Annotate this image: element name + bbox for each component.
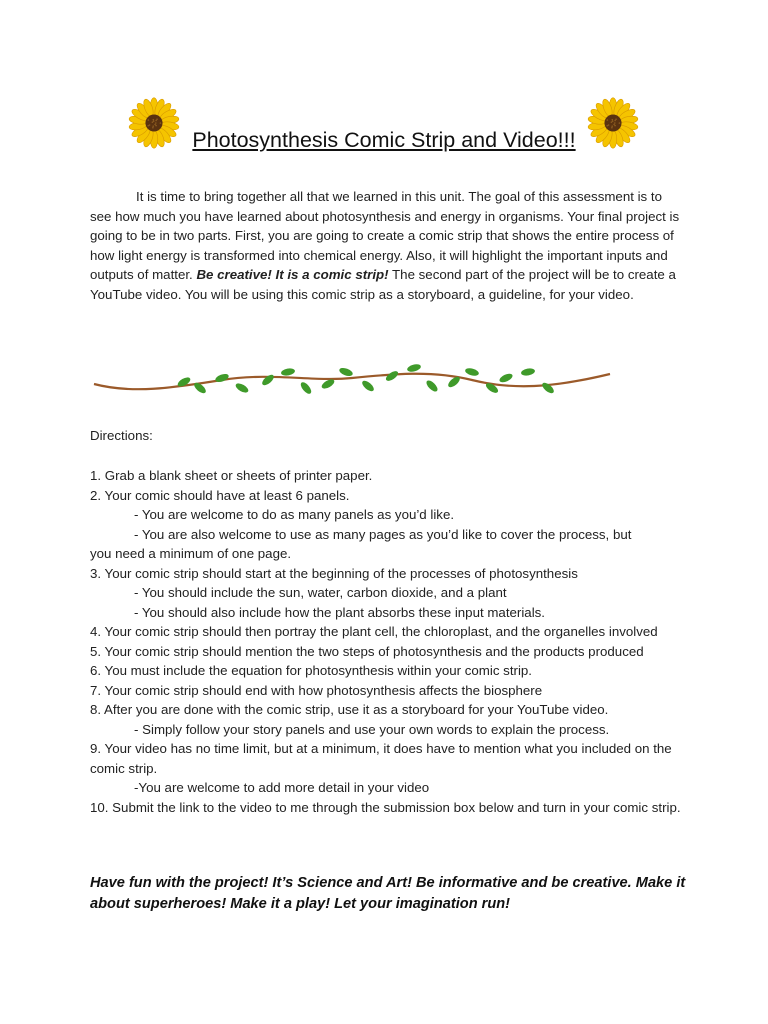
vine-divider	[92, 358, 612, 406]
list-item: you need a minimum of one page.	[90, 546, 292, 561]
list-item: -You are welcome to add more detail in your video	[134, 780, 430, 795]
title-row	[0, 92, 768, 162]
intro-paragraph	[90, 187, 680, 305]
list-item: - You are welcome to do as many panels as you’d like.	[134, 507, 455, 522]
list-item: - Simply follow your story panels and use your own words to explain the process.	[134, 721, 610, 737]
list-item: - You should include the sun, water, carbon dioxide, and a plant	[134, 585, 507, 600]
list-item: 2. Your comic should have at least 6 panels.	[90, 487, 350, 503]
list-item: 9. Your video has no time limit, but at a minimum, it does have to mention what you included on the comic strip.	[90, 741, 672, 776]
intro-text-2: The second part of the project will be to create a YouTube video. You will be using this comic strip as a storyboard, a guideline, for your video.	[90, 267, 676, 302]
directions-list	[90, 466, 690, 817]
intro-text-1: It is time to bring together all that we learned in this unit. The goal of this assessment is to see how much you have learned about photosynthesis and energy in organisms. Your final project is going to be in two parts. First, you are going to create a comic strip that shows the entire process of how light energy is transformed into chemical energy. Also, it will highlight the important inputs and outputs of matter.	[90, 189, 680, 283]
list-item: 10. Submit the link to the video to me through the submission box below and turn in your comic strip.	[90, 799, 681, 815]
page-title: Photosynthesis Comic Strip and Video!!!	[192, 128, 576, 152]
list-item: 4. Your comic strip should then portray the plant cell, the chloroplast, and the organelles involved	[90, 624, 658, 639]
closing-statement: Have fun with the project! It’s Science and Art! Be informative and be creative. Make it about superheroes! Make it a play! Let your imagination run!	[90, 875, 686, 912]
intro-emphasis: Be creative! It is a comic strip!	[196, 267, 389, 283]
list-item: - You should also include how the plant absorbs these input materials.	[134, 604, 545, 620]
list-item: 1. Grab a blank sheet or sheets of printer paper.	[90, 468, 373, 483]
list-item: 8. After you are done with the comic strip, use it as a storyboard for your YouTube video.	[90, 702, 609, 717]
list-item: 5. Your comic strip should mention the two steps of photosynthesis and the products produced	[90, 643, 644, 659]
list-item: 7. Your comic strip should end with how photosynthesis affects the biosphere	[90, 682, 543, 698]
sunflower-icon	[586, 96, 640, 150]
list-item: - You are also welcome to use as many pages as you’d like to cover the process, but	[134, 526, 632, 542]
list-item: 3. Your comic strip should start at the beginning of the processes of photosynthesis	[90, 565, 578, 581]
directions-heading: Directions:	[90, 428, 153, 443]
list-item: 6. You must include the equation for photosynthesis within your comic strip.	[90, 663, 532, 678]
